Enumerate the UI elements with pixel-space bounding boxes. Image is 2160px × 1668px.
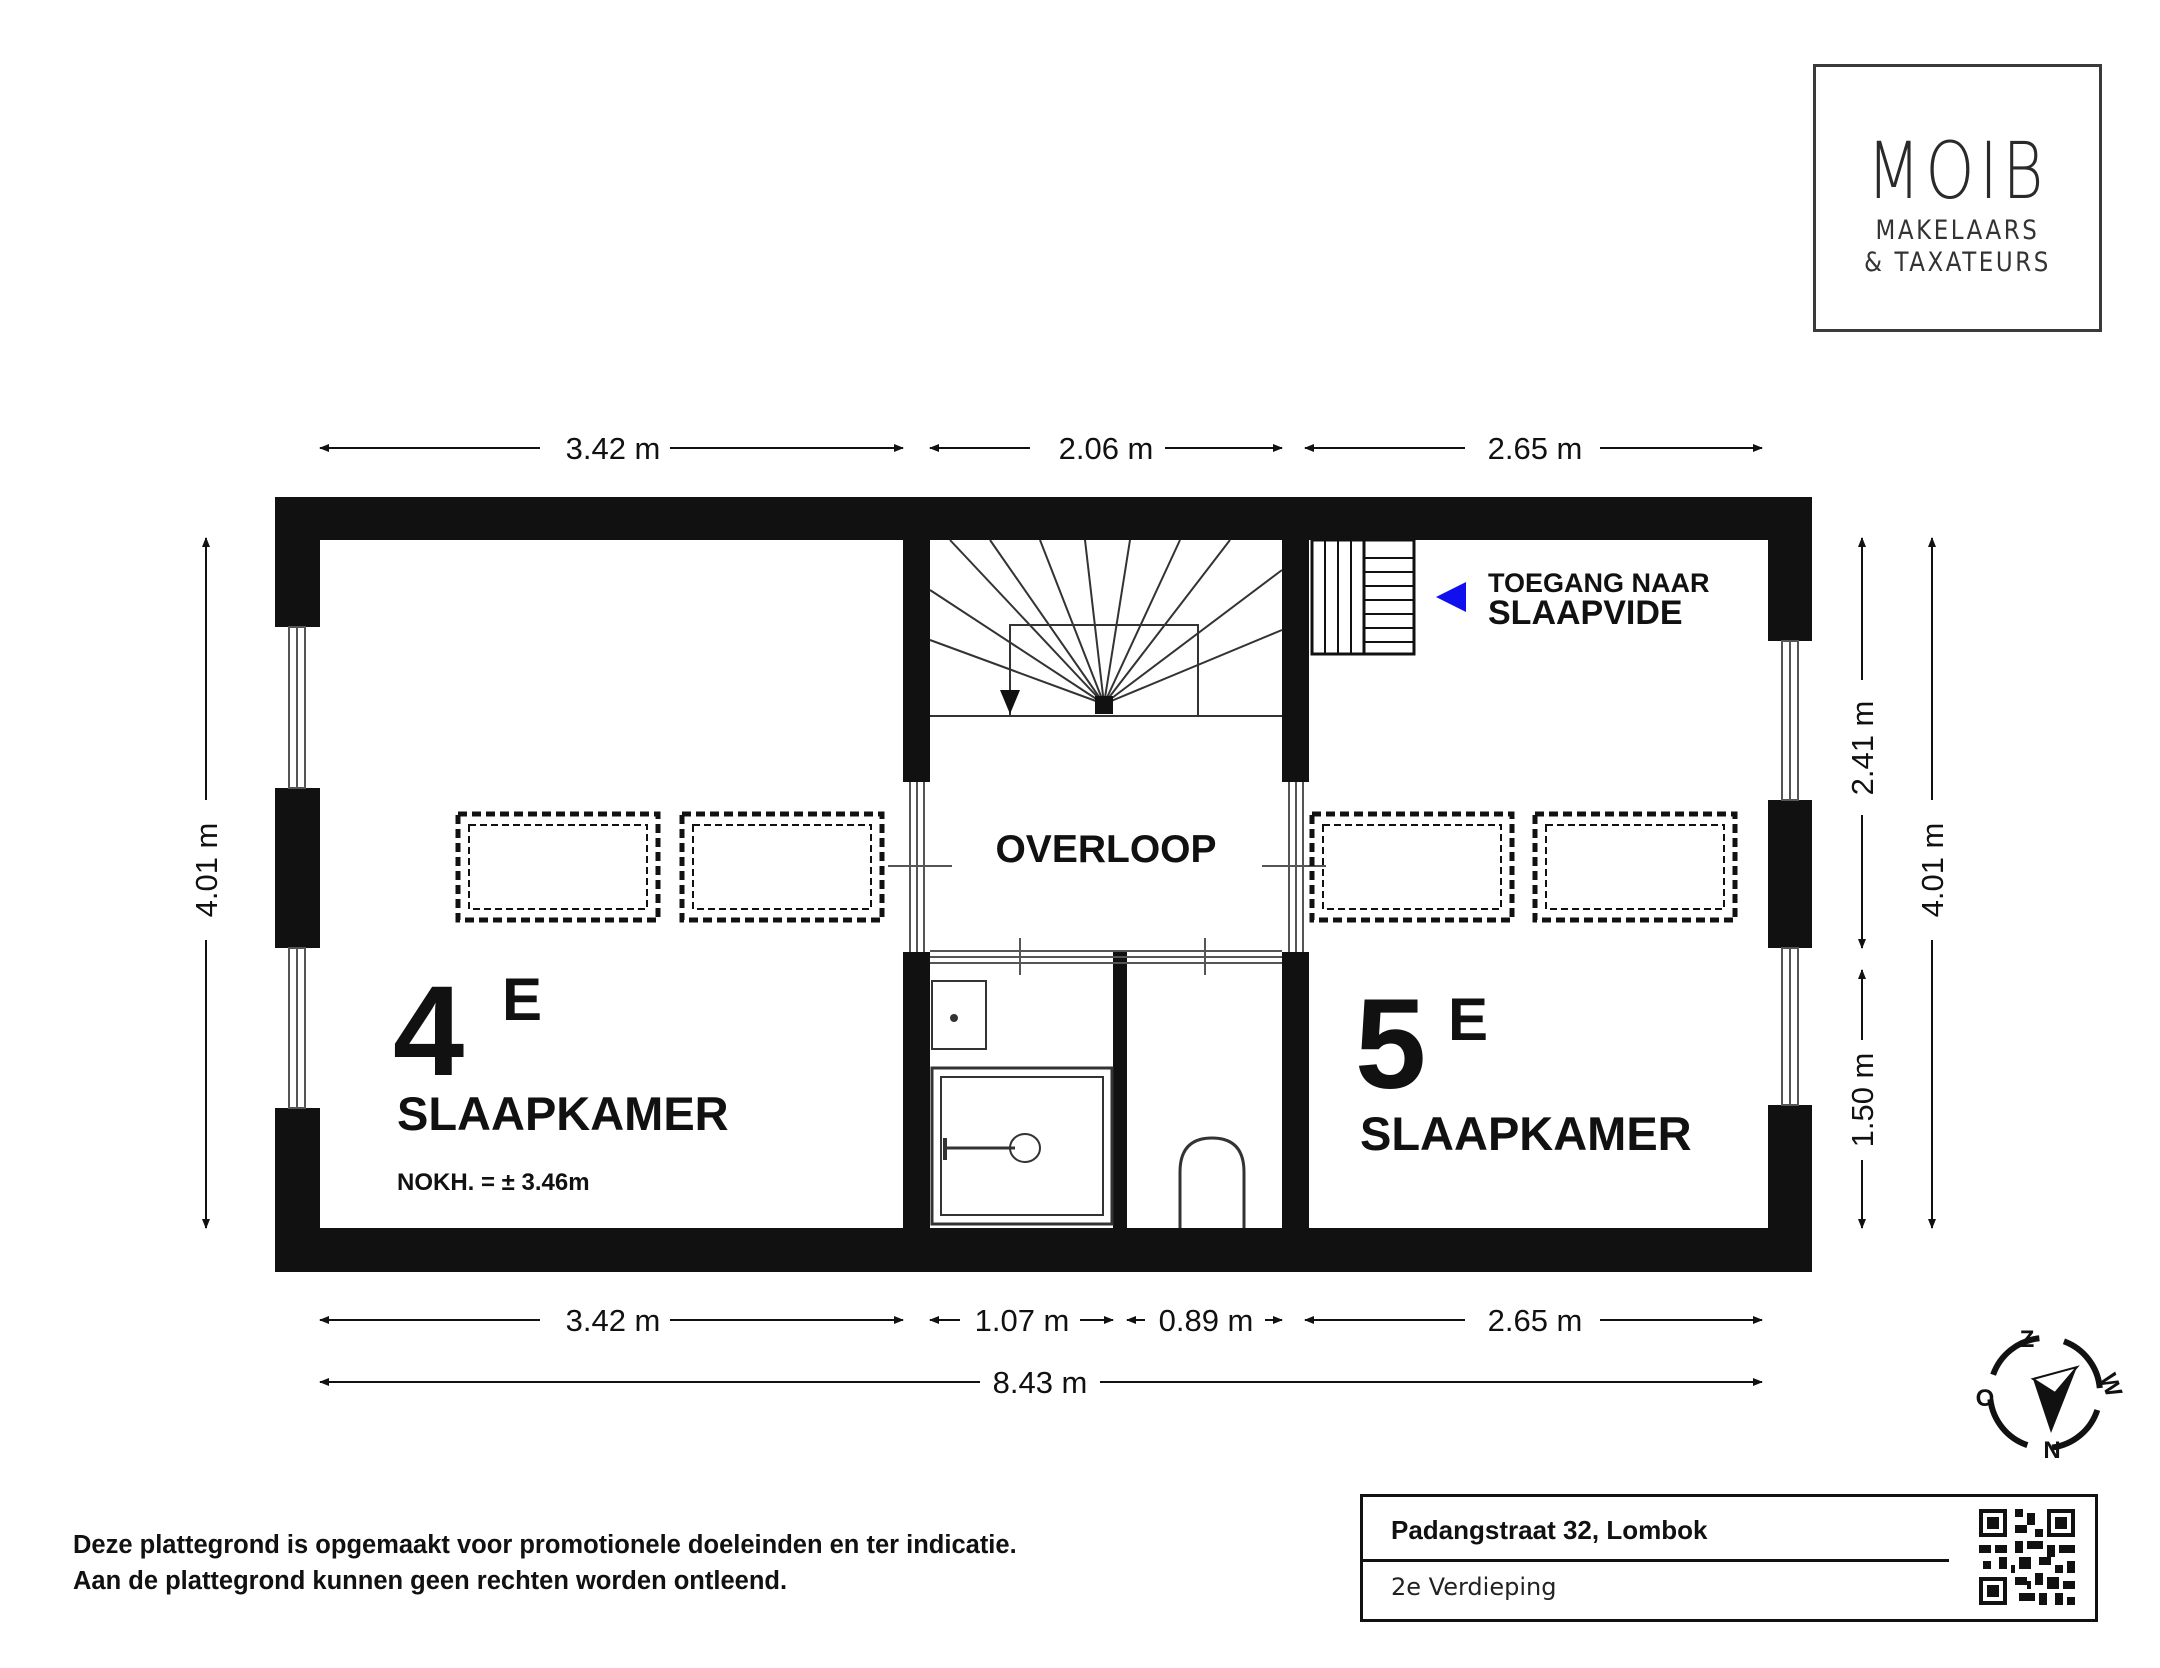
floor-name: 2e Verdieping: [1391, 1573, 1557, 1601]
qr-code-icon: [1979, 1509, 2075, 1605]
toilet: [1180, 1138, 1244, 1228]
logo-line-1: MAKELAARS: [1875, 215, 2040, 246]
compass-n: N: [2043, 1437, 2061, 1464]
dim-bottom-4: 2.65 m: [1487, 1303, 1583, 1338]
loft-ladder: [1312, 540, 1414, 654]
logo-wordmark: MOIB: [1866, 127, 2049, 217]
room5-number: 5: [1355, 973, 1427, 1116]
access-line-2: SLAAPVIDE: [1488, 594, 1683, 632]
dim-total: 8.43 m: [992, 1365, 1088, 1400]
logo-line-2: & TAXATEURS: [1864, 247, 2051, 278]
staircase: [930, 540, 1282, 716]
disclaimer-line-2: Aan de plattegrond kunnen geen rechten worden ontleend.: [73, 1567, 788, 1595]
compass-icon: [1976, 1324, 2128, 1464]
title-divider: [1363, 1559, 1949, 1562]
dim-right-lower: 1.50 m: [1845, 1052, 1880, 1148]
dim-top-3: 2.65 m: [1487, 431, 1583, 466]
room4-ridge-height: NOKH. = ± 3.46m: [397, 1169, 590, 1196]
room4-name: SLAAPKAMER: [397, 1087, 729, 1140]
disclaimer-line-1: Deze plattegrond is opgemaakt voor promotionele doeleinden en ter indicatie.: [73, 1531, 1017, 1559]
landing-label: OVERLOOP: [995, 828, 1217, 871]
compass-o: O: [1975, 1385, 1995, 1412]
access-arrow-icon: [1436, 582, 1466, 612]
dim-top-1: 3.42 m: [565, 431, 661, 466]
title-block: [1360, 1494, 2098, 1622]
washbasin: [932, 981, 986, 1049]
disclaimer: [73, 1527, 1017, 1599]
dim-bottom-3: 0.89 m: [1158, 1303, 1254, 1338]
dim-left: 4.01 m: [189, 822, 224, 918]
dim-right-upper: 2.41 m: [1845, 700, 1880, 796]
compass-w: W: [2093, 1369, 2128, 1401]
room5-name: SLAAPKAMER: [1360, 1107, 1692, 1160]
dim-right-outer: 4.01 m: [1915, 822, 1950, 918]
dim-bottom-2: 1.07 m: [974, 1303, 1070, 1338]
room5-superscript: E: [1448, 986, 1489, 1053]
property-address: Padangstraat 32, Lombok: [1391, 1515, 1708, 1545]
access-line-1: TOEGANG NAAR: [1488, 568, 1710, 598]
dim-top-2: 2.06 m: [1058, 431, 1154, 466]
bathroom-fixtures: [932, 981, 1244, 1228]
compass-z: Z: [2019, 1326, 2035, 1353]
shower-tray: [932, 1068, 1112, 1224]
dim-bottom-1: 3.42 m: [565, 1303, 661, 1338]
room4-number: 4: [393, 960, 465, 1103]
door-openings: [888, 782, 1326, 975]
room4-superscript: E: [502, 966, 543, 1033]
